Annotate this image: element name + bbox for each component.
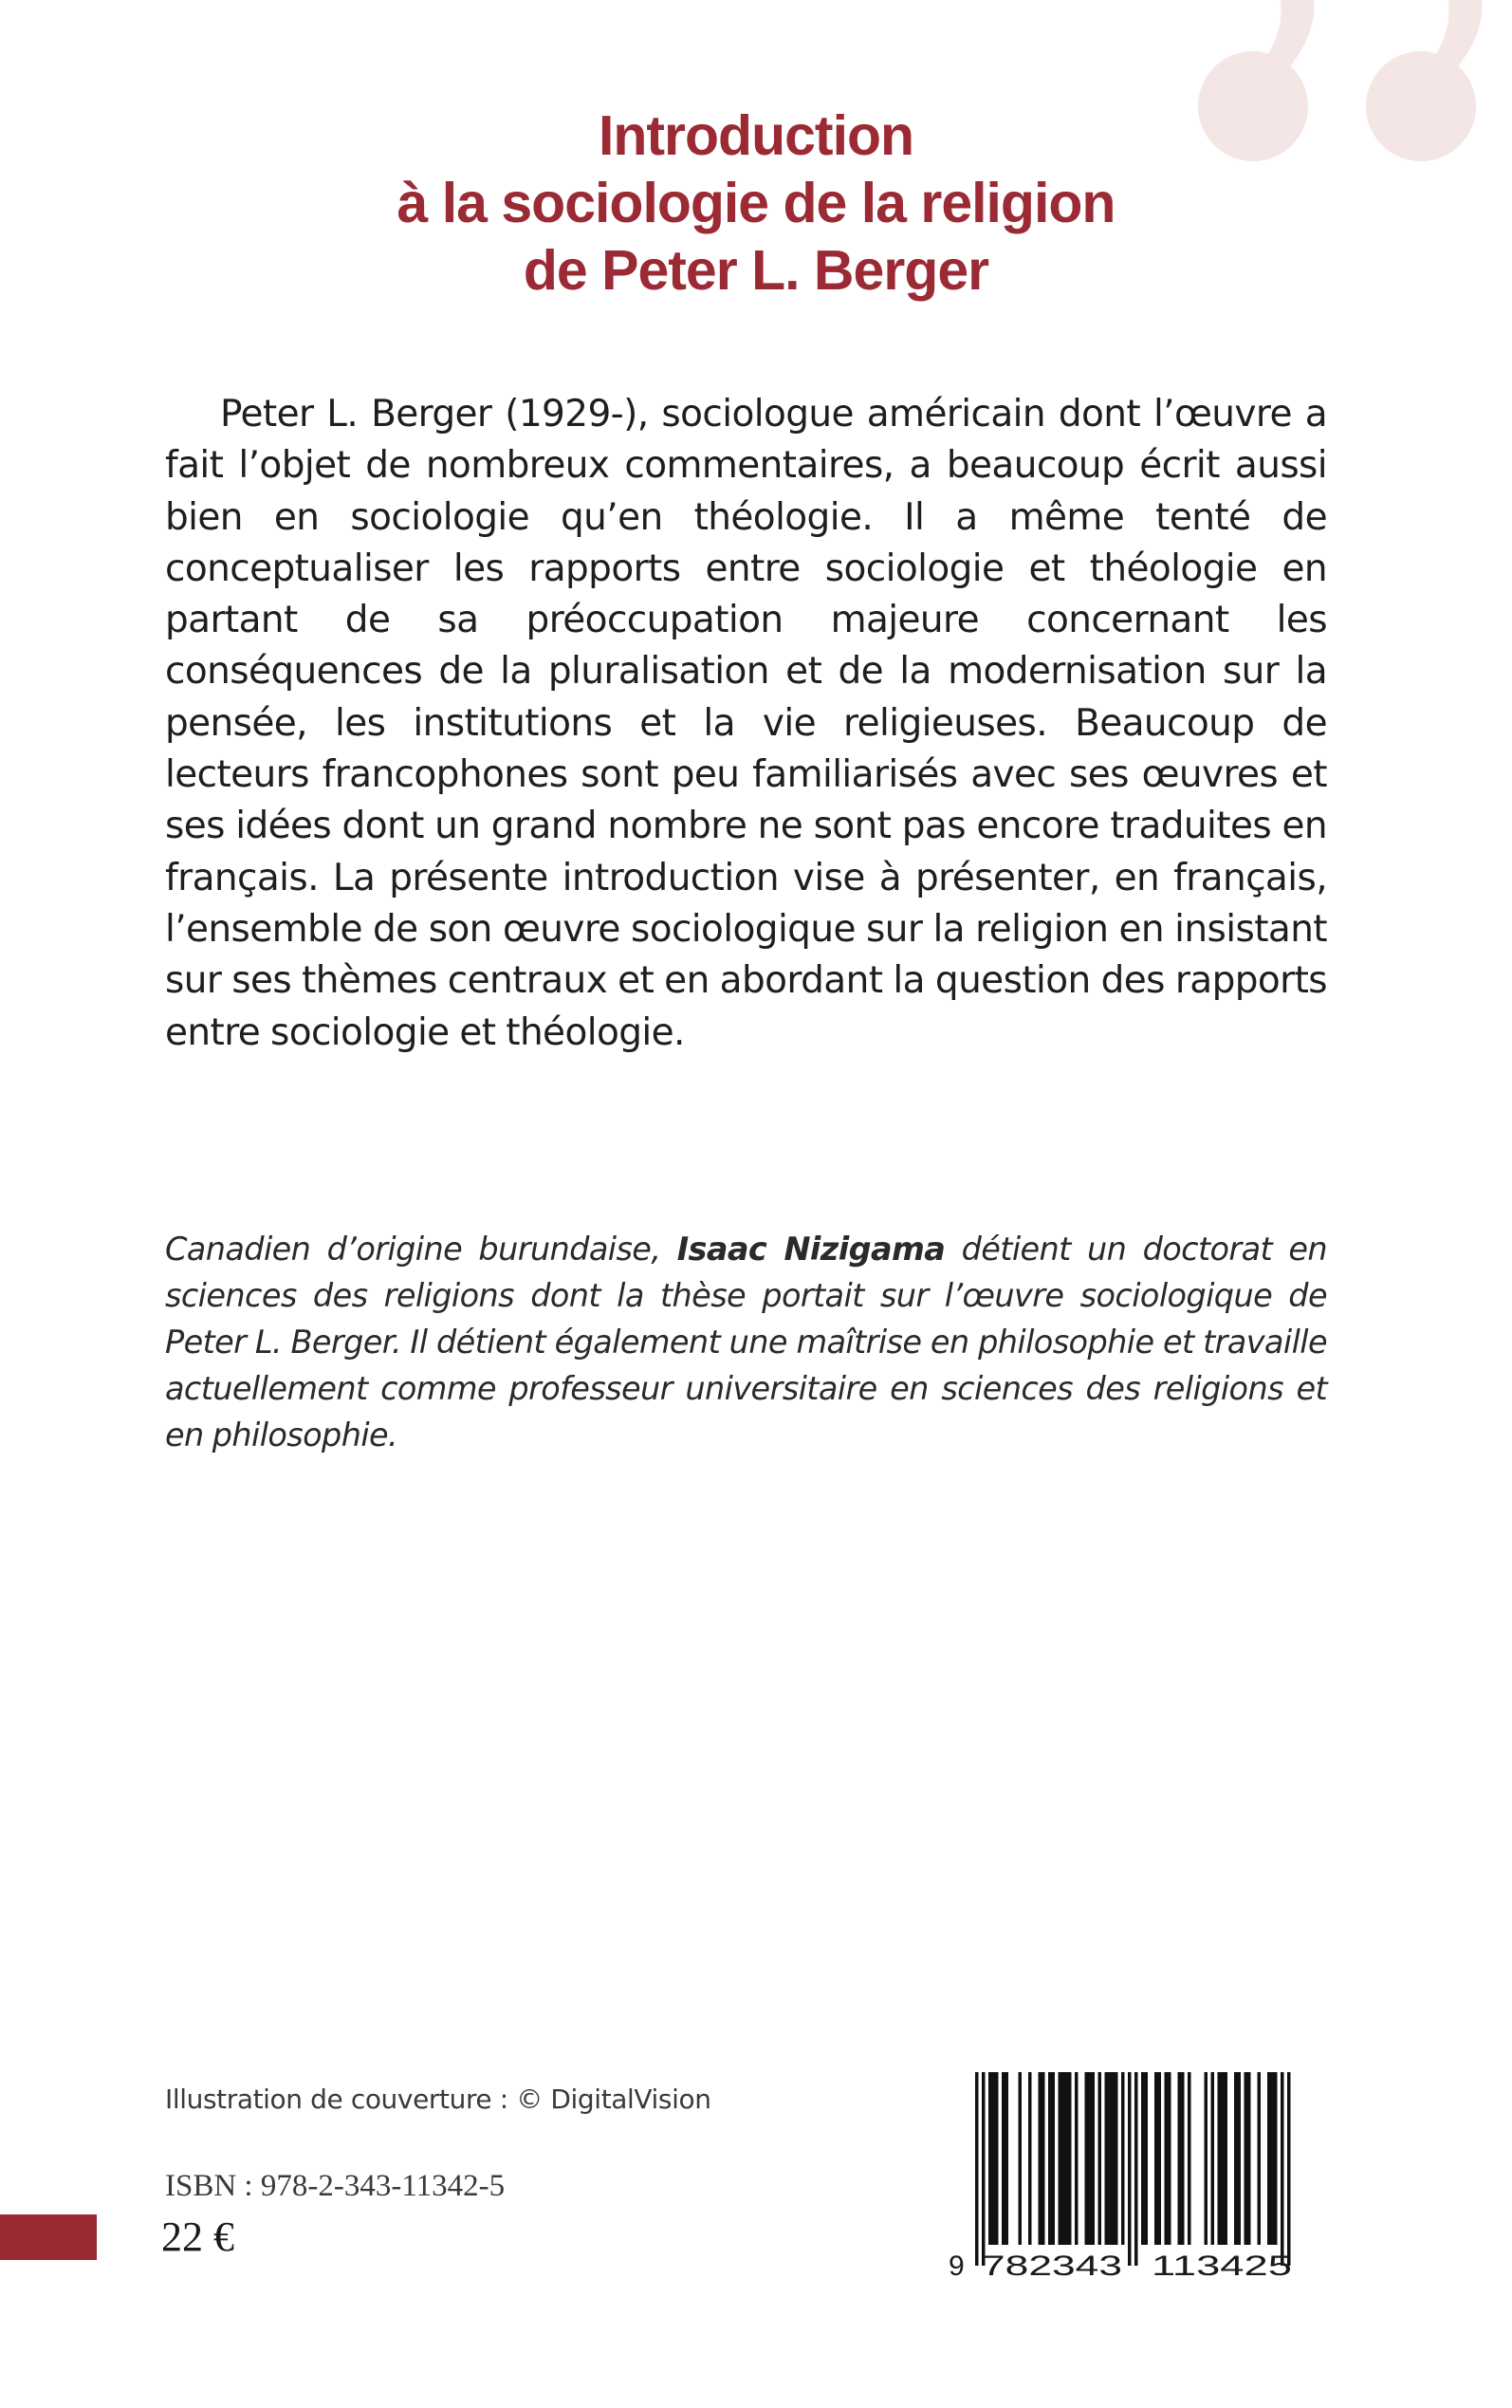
barcode-bar <box>1019 2072 1023 2245</box>
price: 22 € <box>161 2214 234 2260</box>
author-bio-intro: Canadien d’origine burundaise, <box>165 1231 677 1268</box>
barcode-bar <box>1158 2072 1162 2245</box>
barcode-bar <box>1281 2072 1284 2266</box>
barcode-bar <box>1211 2072 1215 2245</box>
barcode-bar <box>1068 2072 1072 2245</box>
barcode-bar <box>1221 2072 1225 2245</box>
barcode-bar <box>1052 2072 1056 2245</box>
barcode-bar <box>975 2072 979 2266</box>
barcode-bar <box>1271 2072 1275 2245</box>
barcode-bar <box>1165 2072 1169 2245</box>
barcode-bar <box>1154 2072 1158 2245</box>
title-line-1: Introduction <box>598 104 914 167</box>
barcode-bar <box>1168 2072 1171 2245</box>
barcode-bar <box>1234 2072 1238 2245</box>
barcode-bar <box>1181 2072 1185 2245</box>
barcode-bar <box>1188 2072 1191 2245</box>
barcode-bar <box>1039 2072 1042 2245</box>
barcode-bar <box>1178 2072 1182 2245</box>
barcode-bar <box>1145 2072 1149 2245</box>
barcode-bar <box>1005 2072 1009 2245</box>
barcode-bar <box>1002 2072 1005 2245</box>
barcode-bar <box>1065 2072 1069 2245</box>
barcode-bar <box>1098 2072 1102 2245</box>
barcode-bar <box>988 2072 992 2245</box>
barcode-bar <box>1134 2072 1138 2266</box>
barcode-first-digit: 9 <box>949 2251 965 2282</box>
barcode-bar <box>1128 2072 1132 2266</box>
author-bio <box>165 1226 1327 1458</box>
accent-bar <box>0 2214 97 2260</box>
barcode-bar <box>1258 2072 1262 2245</box>
barcode-left-digits: 782343 <box>982 2251 1122 2282</box>
barcode-bar <box>1115 2072 1118 2245</box>
barcode-bar <box>1274 2072 1278 2245</box>
book-summary: Peter L. Berger (1929-), sociologue américain dont l’œuvre a fait l’objet de nombreux commentaires, a beaucoup écrit aussi bien en sociologie qu’en théologie. Il a même tenté de conceptualiser les rapports entre sociologie et théologie en partant de sa préoccupation majeure concernant les conséquences de la pluralisation et de la modernisation sur la pensée, les institutions et la vie religieuses. Beaucoup de lecteurs francophones sont peu familiarisés avec ses œuvres et ses idées dont un grand nombre ne sont pas encore traduites en français. La présente introduction vise à présenter, en français, l’ensemble de son œuvre sociologique sur la religion en insistant sur ses thèmes centraux et en abordant la question des rapports entre sociologie et théologie. <box>165 393 1327 1054</box>
title-line-2: à la sociologie de la religion <box>396 172 1116 234</box>
barcode-bar <box>1075 2072 1079 2245</box>
barcode-bar <box>1085 2072 1089 2245</box>
barcode-bar <box>1048 2072 1052 2245</box>
barcode-bar <box>1121 2072 1125 2245</box>
illustration-credit: Illustration de couverture : © DigitalVision <box>165 2084 711 2115</box>
barcode-bar <box>1112 2072 1116 2245</box>
barcode-bar <box>1141 2072 1145 2245</box>
barcode-bar <box>1205 2072 1208 2245</box>
barcode-bar <box>1225 2072 1228 2245</box>
barcode-right-digits: 113425 <box>1152 2251 1292 2282</box>
barcode-bar <box>995 2072 999 2245</box>
barcode-bar <box>1245 2072 1248 2245</box>
barcode-bar <box>1088 2072 1092 2245</box>
author-name: Isaac Nizigama <box>676 1231 946 1268</box>
barcode-bar <box>1108 2072 1112 2245</box>
title-line-3: de Peter L. Berger <box>523 239 989 302</box>
barcode-bar <box>1238 2072 1242 2245</box>
barcode-bar <box>982 2072 986 2266</box>
barcode-bar <box>1028 2072 1032 2245</box>
barcode-bar <box>1218 2072 1222 2245</box>
barcode-bar <box>992 2072 996 2245</box>
author-bio-rest: détient un doctorat en sciences des religions dont la thèse portait sur l’œuvre sociologique de Peter L. Berger. Il détient également une maîtrise en philosophie et travaille actuellement comme professeur universitaire en sciences des religions et en philosophie. <box>165 1231 1327 1454</box>
barcode-bar <box>1061 2072 1065 2245</box>
barcode-bar <box>1092 2072 1096 2245</box>
book-title <box>0 102 1512 305</box>
barcode-bar <box>1267 2072 1271 2245</box>
barcode <box>941 2068 1330 2283</box>
barcode-bar <box>1042 2072 1045 2245</box>
barcode-bar <box>1247 2072 1251 2245</box>
barcode-bar <box>1287 2072 1291 2266</box>
isbn: ISBN : 978-2-343-11342-5 <box>165 2169 506 2203</box>
barcode-bar <box>1105 2072 1109 2245</box>
barcode-bar <box>1059 2072 1062 2245</box>
